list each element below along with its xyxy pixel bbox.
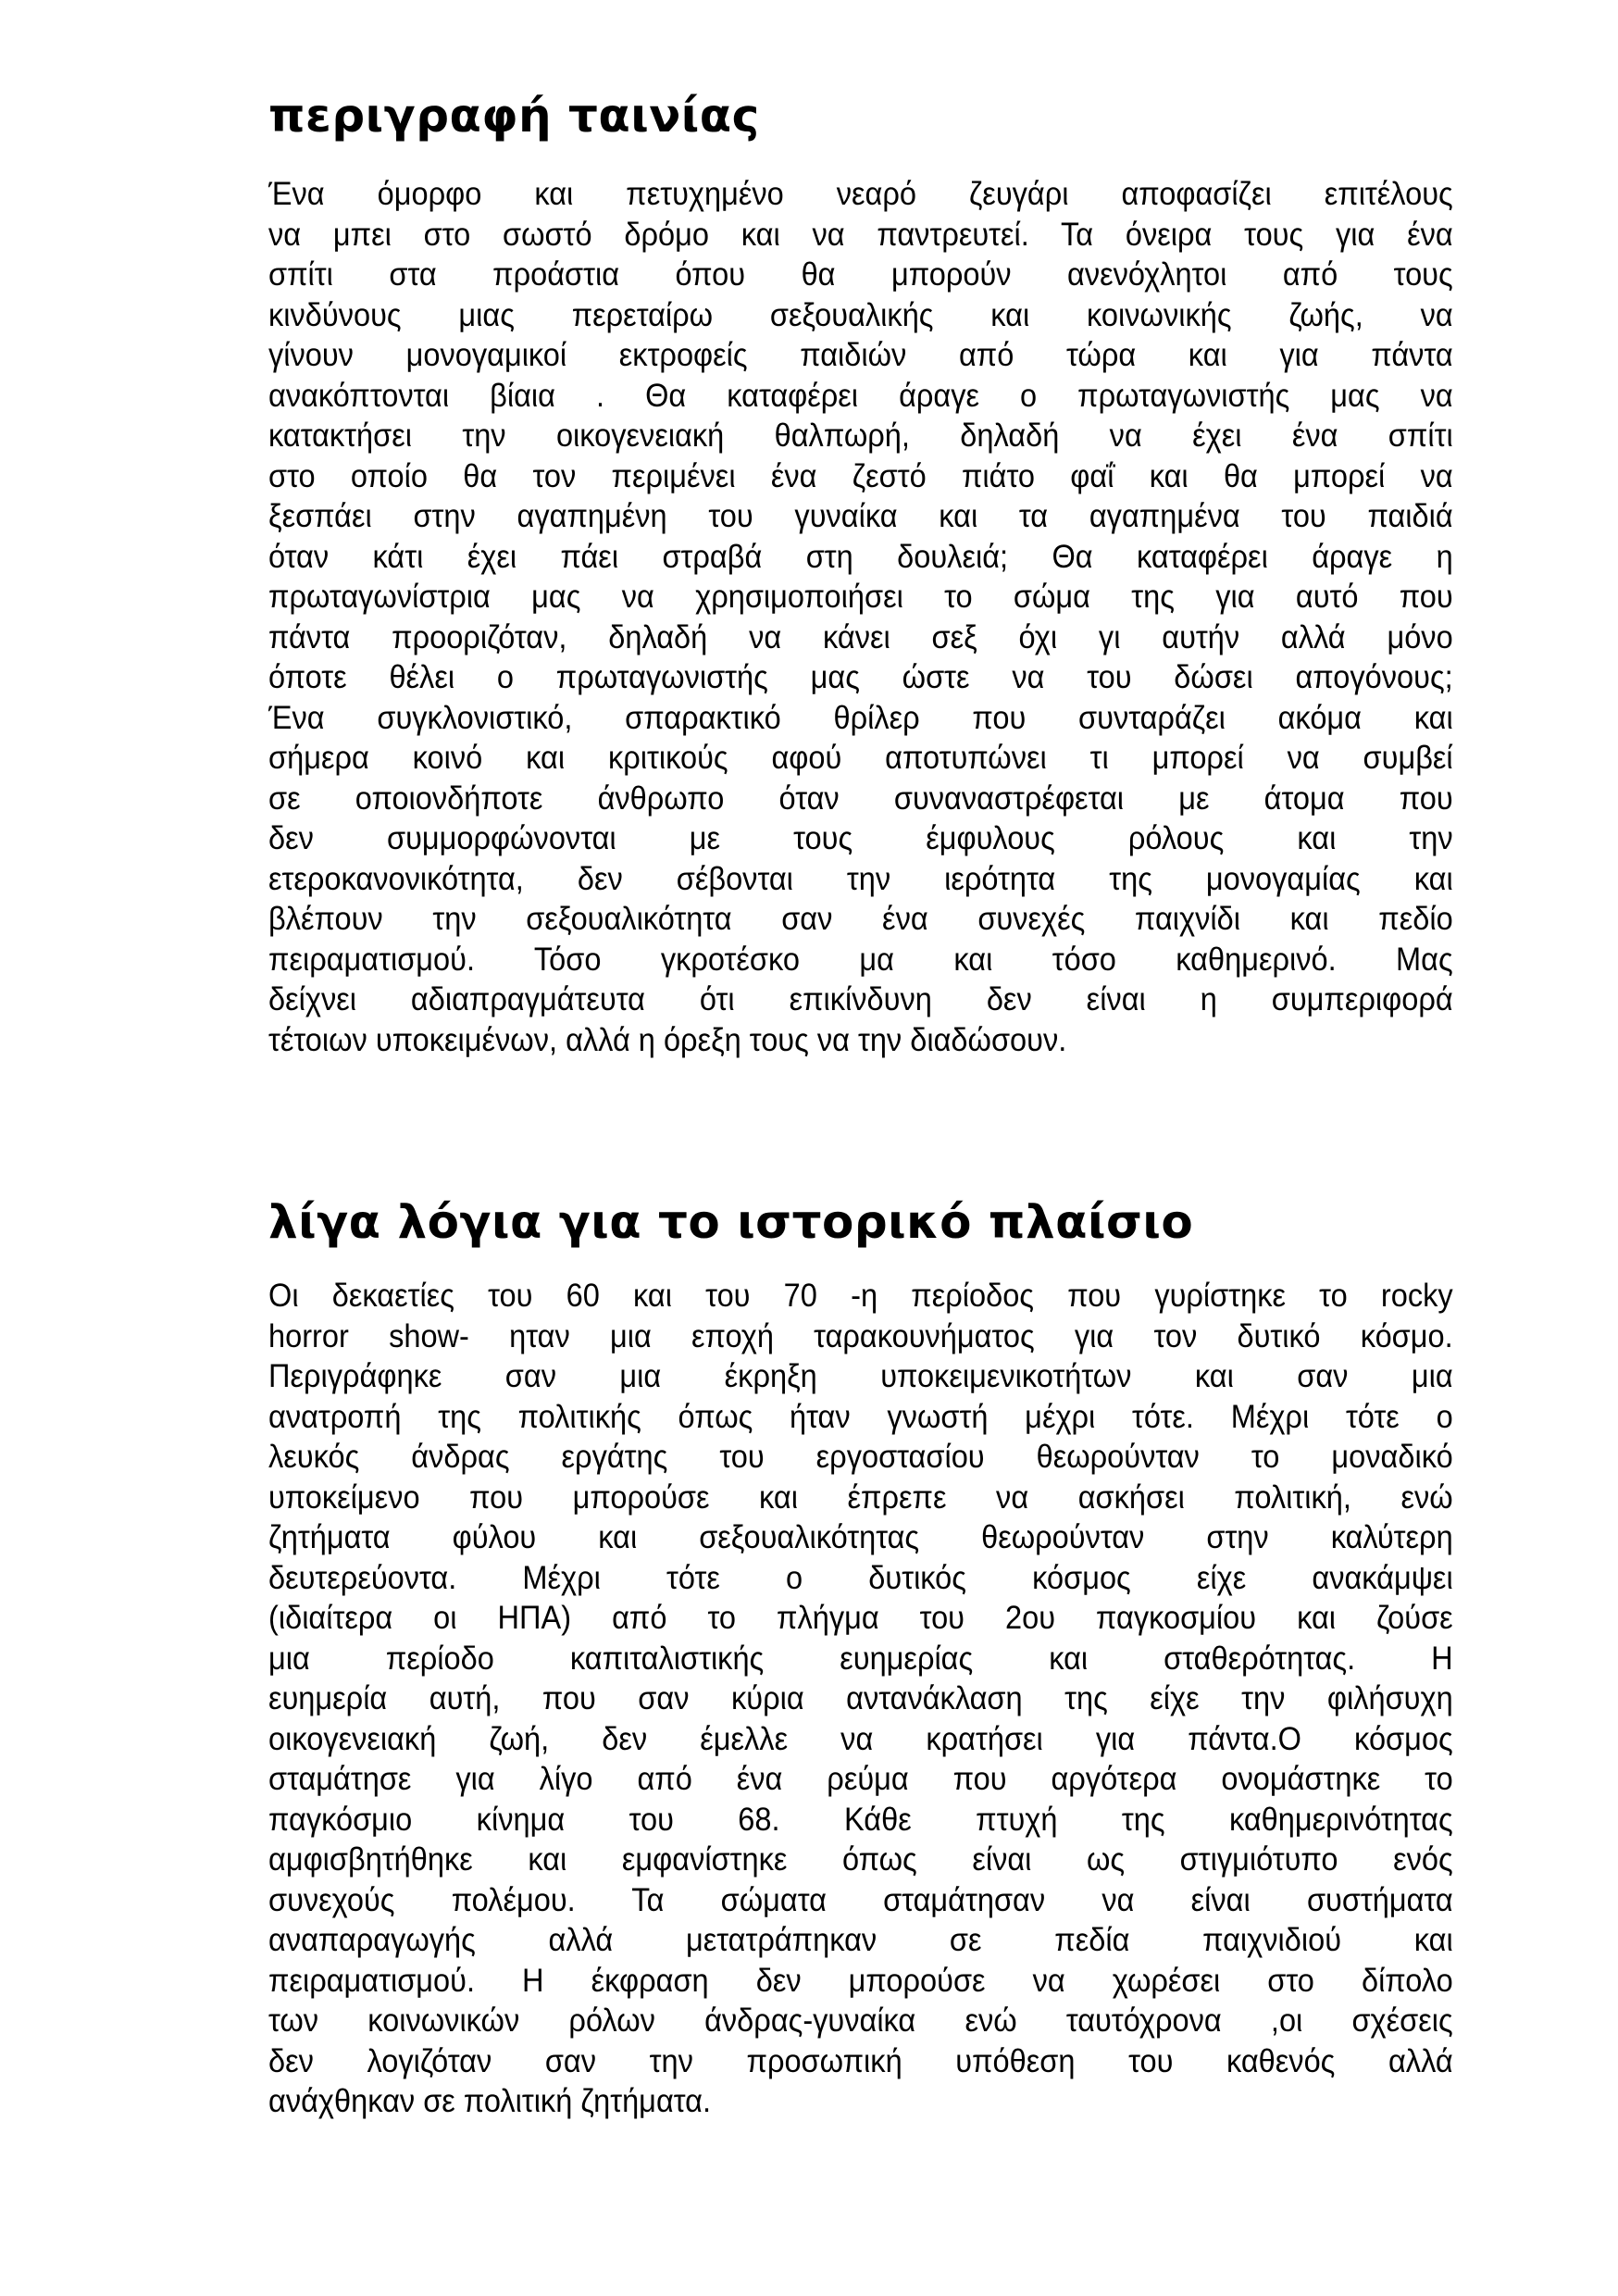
text-line: παγκόσμιο κίνημα του 68. Κάθε πτυχή της καθημερινότητας (268, 1801, 1453, 1838)
text-line: πάντα προοριζόταν, δηλαδή να κάνει σεξ όχι γι αυτήν αλλά μόνο (268, 618, 1453, 655)
text-line: γίνουν μονογαμικοί εκτροφείς παιδιών από τώρα και για πάντα (268, 337, 1453, 373)
text-line: δεν λογιζόταν σαν την προσωπική υπόθεση του καθενός αλλά (268, 2042, 1453, 2079)
text-line: Περιγράφηκε σαν μια έκρηξη υποκειμενικοτήτων και σαν μια (268, 1358, 1453, 1394)
text-line: σπίτι στα προάστια όπου θα μπορούν ανενόχλητοι από τους (268, 256, 1453, 293)
text-line: ανατροπή της πολιτικής όπως ήταν γνωστή μέχρι τότε. Μέχρι τότε ο (268, 1398, 1453, 1435)
text-line: δευτερεύοντα. Μέχρι τότε ο δυτικός κόσμος είχε ανακάμψει (268, 1559, 1453, 1596)
text-line: να μπει στο σωστό δρόμο και να παντρευτεί. Τα όνειρα τους για ένα (268, 216, 1453, 253)
text-line: των κοινωνικών ρόλων άνδρας-γυναίκα ενώ ταυτόχρονα ,οι σχέσεις (268, 2003, 1453, 2039)
text-line: ξεσπάει στην αγαπημένη του γυναίκα και τα αγαπημένα του παιδιά (268, 498, 1453, 534)
text-line: δείχνει αδιαπραγμάτευτα ότι επικίνδυνη δεν είναι η συμπεριφορά (268, 981, 1453, 1017)
text-line: ευημερία αυτή, που σαν κύρια αντανάκλαση της είχε την φιλήσυχη (268, 1680, 1453, 1716)
text-line: όποτε θέλει ο πρωταγωνιστής μας ώστε να του δώσει απογόνους; (268, 659, 1453, 695)
text-line: Ένα όμορφο και πετυχημένο νεαρό ζευγάρι αποφασίζει επιτέλους (268, 176, 1453, 212)
section-heading-historical-context: λίγα λόγια για το ιστορικό πλαίσιο (268, 1195, 1194, 1249)
text-line: ζητήματα φύλου και σεξουαλικότητας θεωρούνταν στην καλύτερη (268, 1519, 1453, 1555)
text-line: τέτοιων υποκειμένων, αλλά η όρεξη τους να την διαδώσουν. (268, 1021, 1067, 1058)
text-line: συνεχούς πολέμου. Τα σώματα σταμάτησαν να είναι συστήματα (268, 1881, 1453, 1918)
text-line: αναπαραγωγής αλλά μετατράπηκαν σε πεδία παιχνιδιού και (268, 1922, 1453, 1958)
text-line: υποκείμενο που μπορούσε και έπρεπε να ασκήσει πολιτική, ενώ (268, 1479, 1453, 1516)
text-line: horror show- ηταν μια εποχή ταρακουνήματος για τον δυτικό κόσμο. (268, 1317, 1453, 1354)
text-line: (ιδιαίτερα οι ΗΠΑ) από το πλήγμα του 2ου παγκοσμίου και ζούσε (268, 1600, 1453, 1636)
text-line: πρωταγωνίστρια μας να χρησιμοποιήσει το σώμα της για αυτό που (268, 579, 1453, 615)
text-line: σταμάτησε για λίγο από ένα ρεύμα που αργότερα ονομάστηκε το (268, 1761, 1453, 1797)
text-line: σήμερα κοινό και κριτικούς αφού αποτυπώνει τι μπορεί να συμβεί (268, 740, 1453, 776)
text-line: ανακόπτονται βίαια . Θα καταφέρει άραγε ο πρωταγωνιστής μας να (268, 377, 1453, 414)
text-line: σε οποιονδήποτε άνθρωπο όταν συναναστρέφεται με άτομα που (268, 780, 1453, 817)
text-line: λευκός άνδρας εργάτης του εργοστασίου θεωρούνταν το μοναδικό (268, 1439, 1453, 1475)
text-line: οικογενειακή ζωή, δεν έμελλε να κρατήσει για πάντα.Ο κόσμος (268, 1720, 1453, 1757)
historical-context-paragraph (268, 1276, 1453, 2122)
text-line: πειραματισμού. Τόσο γκροτέσκο μα και τόσο καθημερινό. Μας (268, 941, 1453, 978)
text-line: μια περίοδο καπιταλιστικής ευημερίας και σταθερότητας. Η (268, 1640, 1453, 1677)
text-line: ετεροκανονικότητα, δεν σέβονται την ιερότητα της μονογαμίας και (268, 860, 1453, 897)
text-line: στο οποίο θα τον περιμένει ένα ζεστό πιάτο φαΐ και θα μπορεί να (268, 457, 1453, 494)
text-line: βλέπουν την σεξουαλικότητα σαν ένα συνεχές παιχνίδι και πεδίο (268, 901, 1453, 937)
text-line: κινδύνους μιας περεταίρω σεξουαλικής και κοινωνικής ζωής, να (268, 296, 1453, 333)
text-line: όταν κάτι έχει πάει στραβά στη δουλειά; Θα καταφέρει άραγε η (268, 538, 1453, 575)
text-line: αμφισβητήθηκε και εμφανίστηκε όπως είναι ως στιγμιότυπο ενός (268, 1841, 1453, 1878)
section-heading-film-description: περιγραφή ταινίας (268, 89, 760, 143)
text-line: κατακτήσει την οικογενειακή θαλπωρή, δηλαδή να έχει ένα σπίτι (268, 418, 1453, 454)
text-line: δεν συμμορφώνονται με τους έμφυλους ρόλους και την (268, 820, 1453, 856)
text-line: Ένα συγκλονιστικό, σπαρακτικό θρίλερ που συνταράζει ακόμα και (268, 699, 1453, 736)
text-line: Οι δεκαετίες του 60 και του 70 -η περίοδος που γυρίστηκε το rocky (268, 1278, 1453, 1314)
text-line: πειραματισμού. Η έκφραση δεν μπορούσε να χωρέσει στο δίπολο (268, 1962, 1453, 1999)
film-description-paragraph (268, 174, 1453, 1060)
text-line: ανάχθηκαν σε πολιτική ζητήματα. (268, 2083, 712, 2119)
